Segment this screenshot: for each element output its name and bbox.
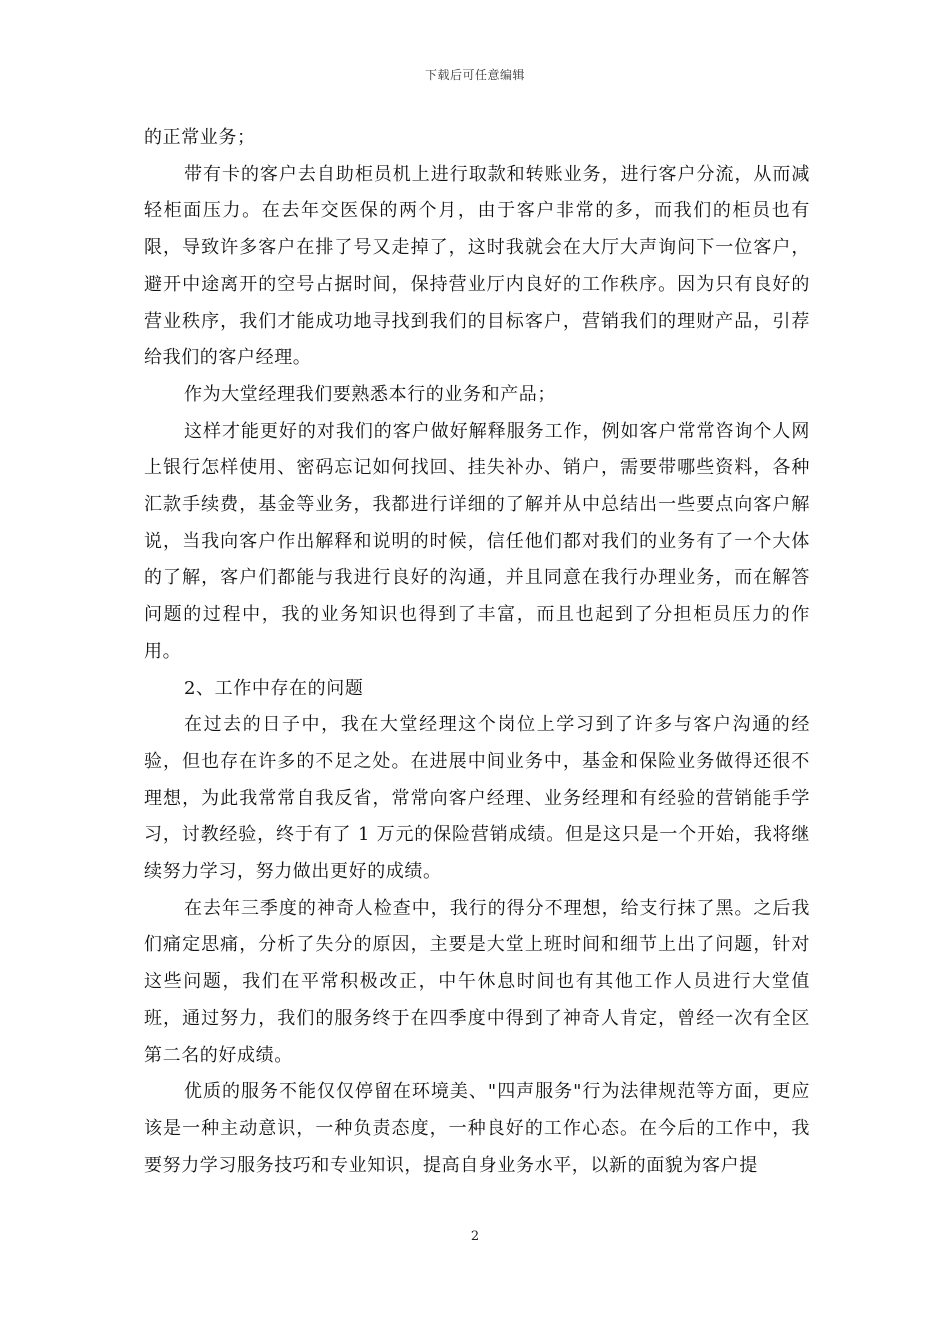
paragraph-card-customers: 带有卡的客户去自助柜员机上进行取款和转账业务，进行客户分流，从而减轻柜面压力。在去年交医保的两个月，由于客户非常的多，而我们的柜员也有限，导致许多客户在排了号又走掉了，这时我就会在大厅大声询问下一位客户，避开中途离开的空号占据时间，保持营业厅内良好的工作秩序。因为只有良好的营业秩序，我们才能成功地寻找到我们的目标客户，营销我们的理财产品，引荐给我们的客户经理。 xyxy=(144,163,810,369)
page-number: 2 xyxy=(470,1229,480,1244)
document-body xyxy=(144,120,810,1184)
paragraph-past-days: 在过去的日子中，我在大堂经理这个岗位上学习到了许多与客户沟通的经验，但也存在许多的不足之处。在进展中间业务中，基金和保险业务做得还很不理想，为此我常常自我反省，常常向客户经理、业务经理和有经验的营销能手学习，讨教经验，终于有了 1 万元的保险营销成绩。但是这只是一个开始，我将继续努力学习，努力做出更好的成绩。 xyxy=(144,714,810,883)
paragraph-quality-service: 优质的服务不能仅仅停留在环境美、"四声服务"行为法律规范等方面，更应该是一种主动意识，一种负责态度，一种良好的工作心态。在今后的工作中，我要努力学习服务技巧和专业知识，提高自身业务水平，以新的面貌为客户提 xyxy=(144,1081,810,1176)
paragraph-explanation-service: 这样才能更好的对我们的客户做好解释服务工作，例如客户常常咨询个人网上银行怎样使用、密码忘记如何找回、挂失补办、销户，需要带哪些资料，各种汇款手续费，基金等业务，我都进行详细的了解并从中总结出一些要点向客户解说，当我向客户作出解释和说明的时候，信任他们都对我们的业务有了一个大体的了解，客户们都能与我进行良好的沟通，并且同意在我行办理业务，而在解答问题的过程中，我的业务知识也得到了丰富，而且也起到了分担柜员压力的作用。 xyxy=(144,420,810,662)
paragraph-continuation: 的正常业务； xyxy=(144,127,256,148)
paragraph-lobby-manager: 作为大堂经理我们要熟悉本行的业务和产品； xyxy=(184,383,556,405)
page-header-note: 下载后可任意编辑 xyxy=(424,68,525,82)
paragraph-inspection: 在去年三季度的神奇人检查中，我行的得分不理想，给支行抹了黑。之后我们痛定思痛，分析了失分的原因，主要是大堂上班时间和细节上出了问题，针对这些问题，我们在平常积极改正，中午休息时间也有其他工作人员进行大堂值班，通过努力，我们的服务终于在四季度中得到了神奇人肯定，曾经一次有全区第二名的好成绩。 xyxy=(144,897,810,1066)
section-heading-problems: 2、工作中存在的问题 xyxy=(184,677,364,699)
